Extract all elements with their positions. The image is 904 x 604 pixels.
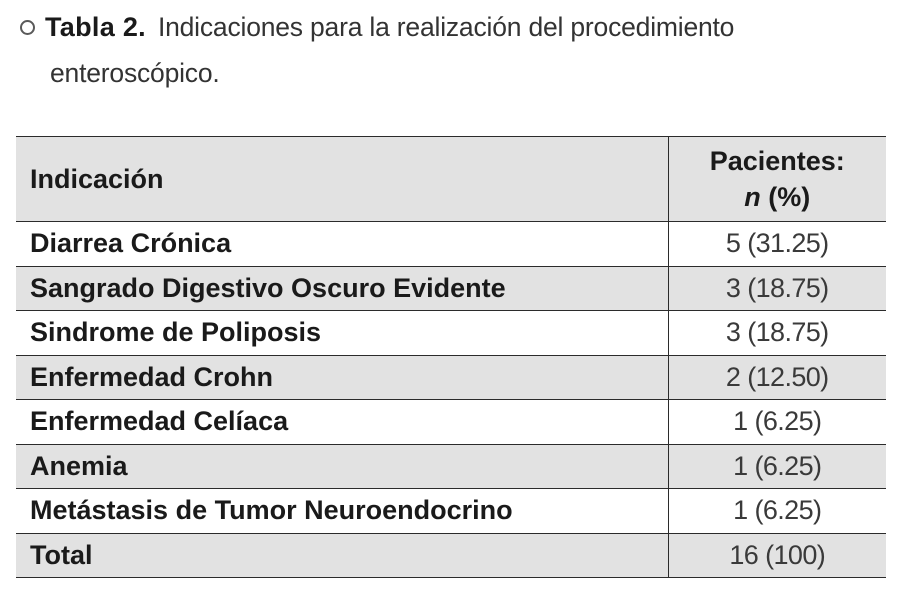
row-indicacion: Sindrome de Poliposis [16, 311, 668, 356]
table-row [16, 355, 886, 400]
caption-label: Tabla 2. [45, 11, 146, 42]
row-pacientes-total: 16 (100) [668, 533, 886, 578]
indications-table [16, 136, 886, 578]
table-header-row [16, 137, 886, 222]
row-pacientes: 1 (6.25) [668, 444, 886, 489]
table-row [16, 222, 886, 267]
row-pacientes: 1 (6.25) [668, 489, 886, 534]
header-indicacion: Indicación [16, 137, 668, 222]
row-indicacion: Sangrado Digestivo Oscuro Evidente [16, 266, 668, 311]
header-pacientes-percent: (%) [760, 182, 811, 212]
caption-text-line-1: Indicaciones para la realización del procedimiento [157, 11, 735, 42]
table-row-total [16, 533, 886, 578]
header-pacientes-line-1: Pacientes: [709, 146, 845, 176]
circle-outline-icon [20, 20, 35, 35]
row-pacientes: 3 (18.75) [668, 266, 886, 311]
row-pacientes: 5 (31.25) [668, 222, 886, 267]
table-row [16, 266, 886, 311]
caption-text-line-2: enteroscópico. [50, 58, 220, 88]
header-pacientes-line-2 [669, 179, 887, 215]
row-indicacion: Enfermedad Celíaca [16, 400, 668, 445]
table-row [16, 400, 886, 445]
table-caption [20, 8, 900, 90]
row-indicacion: Anemia [16, 444, 668, 489]
table-row [16, 444, 886, 489]
row-pacientes: 3 (18.75) [668, 311, 886, 356]
caption-line-1 [20, 8, 900, 46]
table-row [16, 311, 886, 356]
row-pacientes: 2 (12.50) [668, 355, 886, 400]
header-pacientes [668, 137, 886, 222]
row-indicacion: Diarrea Crónica [16, 222, 668, 267]
row-indicacion: Metástasis de Tumor Neuroendocrino [16, 489, 668, 534]
row-indicacion-total: Total [16, 533, 668, 578]
table-row [16, 489, 886, 534]
row-pacientes: 1 (6.25) [668, 400, 886, 445]
row-indicacion: Enfermedad Crohn [16, 355, 668, 400]
header-pacientes-n: n [744, 182, 761, 212]
